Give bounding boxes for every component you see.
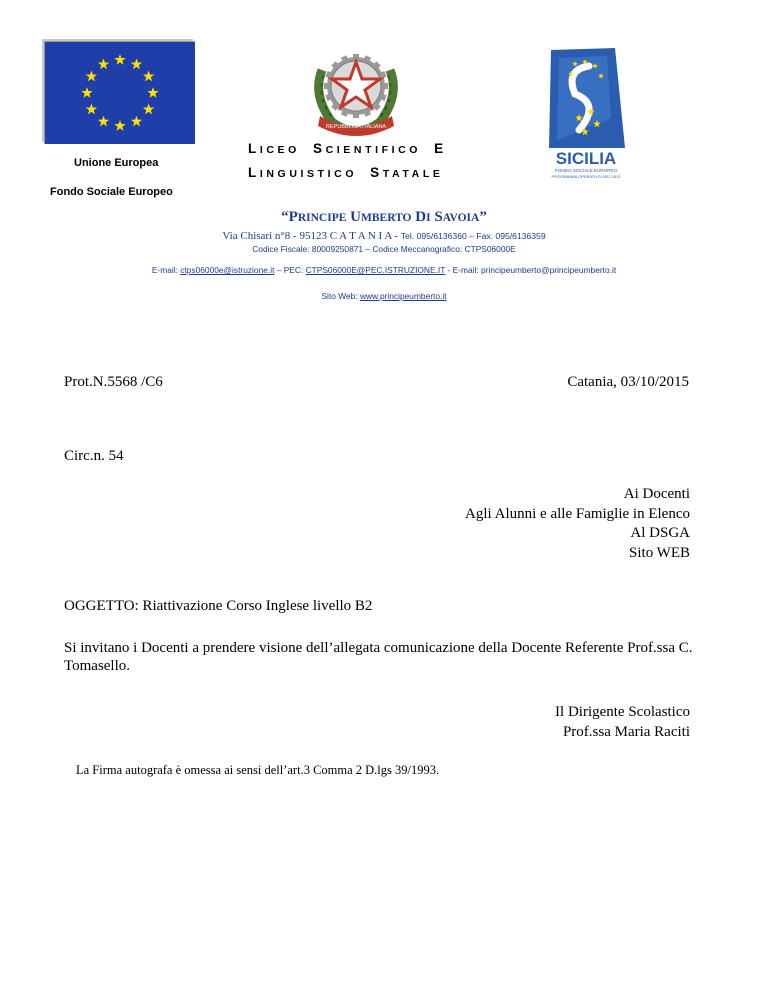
school-website: Sito Web: www.principeumberto.it bbox=[321, 291, 447, 301]
sicilia-fse-logo bbox=[545, 48, 627, 180]
sicilia-logo-name: SICILIA bbox=[555, 149, 617, 168]
letter-date: Catania, 03/10/2015 bbox=[567, 374, 689, 390]
svg-text:REPUBBLICA ITALIANA: REPUBBLICA ITALIANA bbox=[325, 124, 387, 130]
italian-republic-emblem bbox=[302, 40, 410, 140]
school-name-line2: LINGUISTICO STATALE bbox=[248, 165, 444, 180]
school-name-line1: LICEO SCIENTIFICO E bbox=[248, 141, 447, 156]
school-codes: Codice Fiscale: 80009250871 – Codice Meccanografico: CTPS06000E bbox=[252, 244, 516, 254]
school-contacts: E-mail: ctps06000e@istruzione.it – PEC: CTPS06000E@PEC.ISTRUZIONE.IT - E-mail: principeumberto@principeumberto.it bbox=[151, 265, 617, 275]
signature-role: Il Dirigente Scolastico bbox=[555, 704, 690, 720]
eu-flag-logo bbox=[44, 41, 195, 144]
letter-subject: OGGETTO: Riattivazione Corso Inglese livello B2 bbox=[64, 598, 373, 614]
signature-note: La Firma autografa è omessa ai sensi dell’art.3 Comma 2 D.lgs 39/1993. bbox=[76, 763, 440, 777]
signature-block bbox=[555, 702, 690, 742]
school-address: Via Chisari n°8 - 95123 C A T A N I A - Tel. 095/6136360 – Fax. 095/6136359 bbox=[222, 230, 546, 242]
circular-number: Circ.n. 54 bbox=[64, 448, 124, 464]
letter-body-line1: Si invitano i Docenti a prendere visione dell’allegata comunicazione della Docente Referente Prof.ssa C. bbox=[64, 640, 693, 656]
school-title: “PRINCIPE UMBERTO DI SAVOIA” bbox=[281, 209, 487, 225]
email-link[interactable]: ctps06000e@istruzione.it bbox=[180, 265, 275, 275]
recipient-item: Ai Docenti bbox=[623, 486, 690, 502]
website-link[interactable]: www.principeumberto.it bbox=[359, 291, 447, 301]
recipient-item: Agli Alunni e alle Famiglie in Elenco bbox=[465, 505, 690, 522]
signature-name: Prof.ssa Maria Raciti bbox=[562, 724, 690, 740]
svg-text:PROGRAMMA OPERATIVO 2007-2013: PROGRAMMA OPERATIVO 2007-2013 bbox=[551, 174, 621, 179]
pec-link[interactable]: CTPS06000E@PEC.ISTRUZIONE.IT bbox=[305, 265, 446, 275]
eu-label: Unione Europea bbox=[74, 157, 159, 169]
recipient-item: Al DSGA bbox=[630, 525, 690, 542]
recipient-item: Sito WEB bbox=[629, 545, 690, 562]
esf-label: Fondo Sociale Europeo bbox=[50, 186, 173, 198]
recipients-list bbox=[465, 485, 690, 564]
protocol-number: Prot.N.5568 /C6 bbox=[64, 374, 163, 390]
letter-body-line2: Tomasello. bbox=[64, 658, 131, 674]
tel-fax: Tel. 095/6136360 – Fax. 095/6136359 bbox=[400, 231, 546, 241]
svg-text:FONDO SOCIALE EUROPEO: FONDO SOCIALE EUROPEO bbox=[554, 168, 618, 173]
